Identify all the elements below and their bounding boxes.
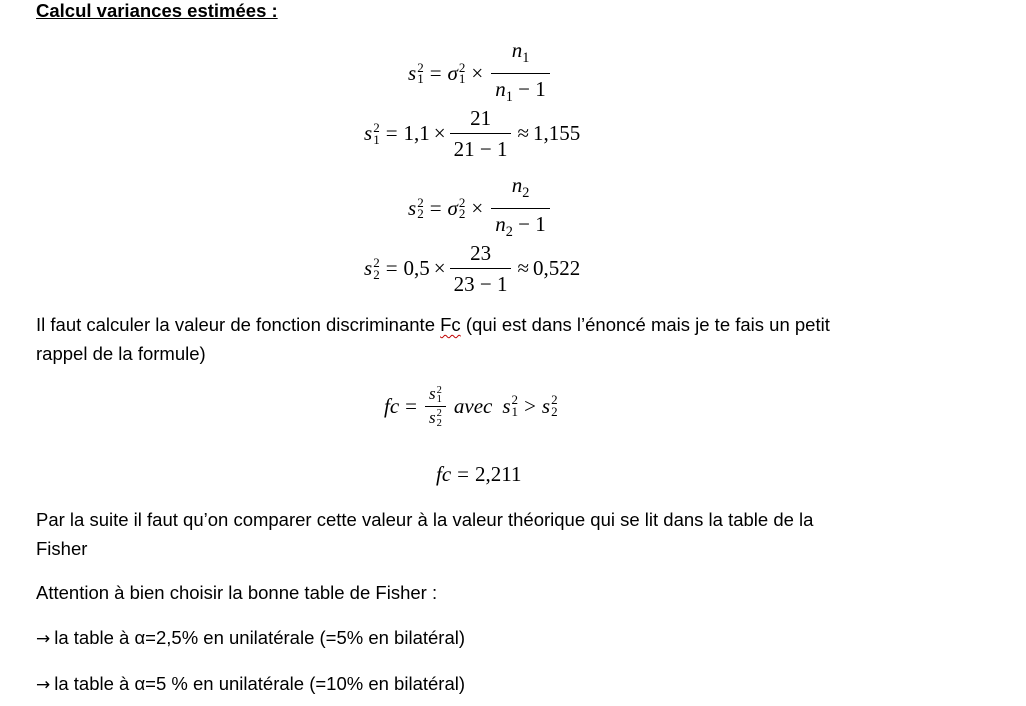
eq2-lhs: s [364,121,373,145]
eq1-den-sub: 1 [505,88,513,105]
eq2-times: × [433,121,446,145]
eq3-den-rest: − 1 [512,211,546,236]
section-heading: Calcul variances estimées : [36,0,278,21]
para1-text-before: Il faut calculer la valeur de fonction discriminante [36,314,441,335]
eq3-lhs-sup: 2 [417,194,424,210]
eq3-sigma-sub: 2 [458,206,466,222]
bullet-item [36,623,465,654]
eq3-sigma: σ [447,195,458,220]
eq5-gt: > [524,393,536,418]
paragraph-attention: Attention à bien choisir la bonne table de Fisher : [36,582,438,603]
eq1-den-rest: − 1 [512,76,546,101]
eq1-lhs-sup: 2 [417,59,424,75]
eq3-lhs-sub: 2 [417,206,424,222]
eq3-sigma-sup: 2 [458,194,466,210]
eq5-den-sub: 2 [436,417,442,429]
eq4-lhs: s [364,256,373,280]
eq1-lhs-sub: 1 [417,71,424,87]
eq5-cond-left-sub: 1 [511,404,519,420]
eq3-lhs: s [408,195,417,220]
para1-spellcheck-word[interactable]: Fc [440,314,461,335]
eq2-result: 1,155 [533,121,581,145]
eq5-lhs: fc [384,393,400,418]
eq5-num-sub: 1 [436,394,442,406]
eq4-times: × [433,256,446,280]
eq4-num: 23 [470,241,492,265]
eq3-num-sub: 2 [522,184,530,201]
eq2-lhs-sup: 2 [373,119,380,135]
eq2-coef: 1,1 [403,121,430,145]
para1-line2: rappel de la formule) [36,343,206,364]
eq4-lhs-sub: 2 [373,266,380,282]
eq2-approx: ≈ [517,121,530,145]
para1-text-after: (qui est dans l’énoncé mais je te fais un petit [460,314,830,335]
eq1-sigma-sup: 2 [458,59,466,75]
eq5-cond-right-sub: 2 [551,404,558,420]
eq5-den-sup: 2 [436,408,442,420]
eq6-result: 2,211 [475,462,522,486]
eq3-den-sub: 2 [505,223,513,240]
eq5-fraction [425,383,446,429]
eq1-num-sub: 1 [522,49,530,66]
bullet-text: la table à α=2,5% en unilatérale (=5% en bilatéral) [54,627,466,648]
paragraph-compare [36,505,813,563]
arrow-right-icon: → [36,675,51,695]
equation-s2-value: s 2 2 = 0,5 × $\frac{23}{23 - 1}$ ≈ 0,522 [364,241,581,296]
para2-line2: Fisher [36,538,88,559]
eq1-sigma-sub: 1 [458,71,466,87]
eq1-den: n [495,76,506,101]
eq5-num: s [429,384,436,403]
eq2-num: 21 [470,106,492,130]
eq2-den: 21 − 1 [450,133,512,161]
eq1-lhs: s [408,60,417,85]
eq5-cond-right: s [541,393,551,418]
bullet-item [36,669,465,700]
equation-s1-formula: s 2 1 = σ 2 1 × $\frac{n_1}{n_1 - 1}$ [408,38,552,109]
eq4-lhs-sup: 2 [373,254,380,270]
eq5-equals: = [405,393,417,418]
eq1-fraction [491,38,549,109]
eq4-coef: 0,5 [403,256,430,280]
eq5-cond-left: s [502,393,511,418]
para2-line1: Par la suite il faut qu’on comparer cette valeur à la valeur théorique qui se lit dans la table de la [36,509,814,530]
eq1-num: n [511,38,523,62]
eq2-lhs-sub: 1 [373,131,380,147]
eq5-num-sup: 2 [436,384,442,396]
eq6-equals: = [457,462,469,486]
paragraph-fc-intro [36,310,830,368]
eq5-cond-left-sup: 2 [511,392,519,408]
eq4-fraction [450,241,512,296]
eq3-fraction [491,173,549,244]
eq1-sigma: σ [447,60,458,85]
eq5-cond-right-sup: 2 [551,392,558,408]
eq3-times: × [471,195,484,220]
eq3-num: n [511,173,523,197]
arrow-right-icon: → [36,629,51,649]
bullet-text: la table à α=5 % en unilatérale (=10% en bilatéral) [54,673,466,694]
eq5-den: s [429,407,436,427]
eq2-fraction [450,106,512,161]
eq6-lhs: fc [436,462,452,486]
eq4-den: 23 − 1 [450,268,512,296]
eq3-den: n [495,211,506,236]
equation-s2-formula: s 2 2 = σ 2 2 × $\frac{n_2}{n_2 - 1}$ [408,173,552,244]
eq4-approx: ≈ [517,256,530,280]
equation-fc-formula [384,383,558,429]
equation-s1-value: s 2 1 = 1,1 × $\frac{21}{21 - 1}$ ≈ 1,155 [364,106,581,161]
eq5-avec: avec [453,393,493,418]
eq1-times: × [471,60,484,85]
equation-fc-value [436,462,521,487]
eq4-result: 0,522 [533,256,581,280]
